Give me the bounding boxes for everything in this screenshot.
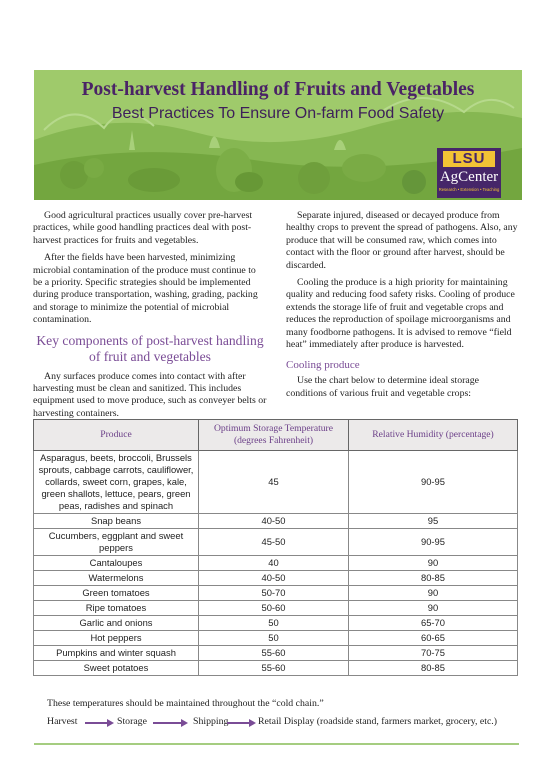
cell-produce: Sweet potatoes [34,661,199,676]
cell-produce: Watermelons [34,571,199,586]
cell-temperature: 45 [199,451,349,514]
cell-temperature: 55-60 [199,661,349,676]
table-header-row [34,420,518,451]
logo-agcenter-text: AgCenter [439,169,499,185]
cell-temperature: 50 [199,631,349,646]
cell-temperature: 40-50 [199,571,349,586]
table-row [34,529,518,556]
lsu-agcenter-logo [437,148,501,198]
table-row [34,514,518,529]
arrow-right-icon [227,718,257,728]
cell-produce: Cantaloupes [34,556,199,571]
cell-humidity: 60-65 [349,631,518,646]
storage-conditions-table [33,419,518,676]
left-paragraph-1: Good agricultural practices usually cover pre-harvest practices, while good handling practices deal with post-harvest practices for fruits and vegetables. [33,210,253,246]
cell-produce: Pumpkins and winter squash [34,646,199,661]
logo-lsu-text: LSU [443,151,495,167]
page-title: Post-harvest Handling of Fruits and Vegetables [81,79,475,100]
cell-humidity: 90 [349,586,518,601]
cell-humidity: 80-85 [349,661,518,676]
chain-step-shipping: Shipping [193,716,229,727]
table-row [34,556,518,571]
arrow-right-icon [85,718,115,728]
arrow-right-icon [153,718,189,728]
cell-humidity: 70-75 [349,646,518,661]
cell-humidity: 95 [349,514,518,529]
cell-produce: Cucumbers, eggplant and sweet peppers [34,529,199,556]
table-row [34,661,518,676]
chain-step-storage: Storage [117,716,147,727]
cell-temperature: 40-50 [199,514,349,529]
cell-temperature: 50-70 [199,586,349,601]
left-paragraph-2: After the fields have been harvested, minimizing microbial contamination of the produce must continue to be a priority. Specific strategies should be implemented during produce transportation, washing, grading, packing and storage to minimize the potential of microbial contamination. [33,252,258,326]
bottom-divider [34,743,519,745]
header-humidity: Relative Humidity (percentage) [349,420,518,451]
cell-produce: Asparagus, beets, broccoli, Brussels sprouts, cabbage carrots, cauliflower, collards, sweet corn, grapes, kale, green shallots, lettuce, pears, green peas, radishes and spinach [34,451,199,514]
cold-chain-note: These temperatures should be maintained throughout the “cold chain.” [47,698,324,709]
cell-temperature: 50 [199,616,349,631]
cell-humidity: 90 [349,556,518,571]
cell-produce: Garlic and onions [34,616,199,631]
cell-temperature: 50-60 [199,601,349,616]
cell-produce: Hot peppers [34,631,199,646]
table-row [34,601,518,616]
table-row [34,586,518,601]
header-produce: Produce [34,420,199,451]
cell-humidity: 90 [349,601,518,616]
cell-temperature: 55-60 [199,646,349,661]
page-subtitle: Best Practices To Ensure On-farm Food Safety [111,105,445,122]
section-heading-cooling: Cooling produce [286,359,360,372]
cell-produce: Ripe tomatoes [34,601,199,616]
chain-step-harvest: Harvest [47,716,78,727]
table-row [34,451,518,514]
cell-humidity: 65-70 [349,616,518,631]
left-paragraph-3: Any surfaces produce comes into contact with after harvesting must be clean and sanitized. This includes equipment used to move produce, such as conveyer belts or harvesting containers. [33,370,267,419]
right-paragraph-1: Separate injured, diseased or decayed produce from healthy crops to prevent the spread of pathogens. Also, any produce that will be consumed raw, which comes into contact with the floor or ground after harvest, should be discarded. [286,210,518,271]
chain-step-retail: Retail Display (roadside stand, farmers market, grocery, etc.) [258,716,498,727]
table-row [34,571,518,586]
cell-temperature: 40 [199,556,349,571]
table-row [34,646,518,661]
logo-tagline: Research • Extension • Teaching [438,187,500,192]
right-column [286,210,520,405]
left-column [33,210,267,425]
cell-produce: Snap beans [34,514,199,529]
right-paragraph-2: Cooling the produce is a high priority for maintaining quality and reducing food safety risks. Cooling of produce extends the storage life of fruit and vegetable crops and reduces the reproduction of spoilage microorganisms and many foodborne pathogens. It is advised to remove “field heat” immediately after produce is harvested. [286,277,515,351]
section-heading-key-components: Key components of post-harvest handling of fruit and vegetables [36,332,264,364]
cell-humidity: 90-95 [349,451,518,514]
cell-produce: Green tomatoes [34,586,199,601]
header-temperature: Optimum Storage Temperature (degrees Fahrenheit) [199,420,349,451]
table-row [34,631,518,646]
table-row [34,616,518,631]
cell-humidity: 80-85 [349,571,518,586]
right-paragraph-3: Use the chart below to determine ideal storage conditions of various fruit and vegetable crops: [286,375,479,399]
cell-temperature: 45-50 [199,529,349,556]
cell-humidity: 90-95 [349,529,518,556]
